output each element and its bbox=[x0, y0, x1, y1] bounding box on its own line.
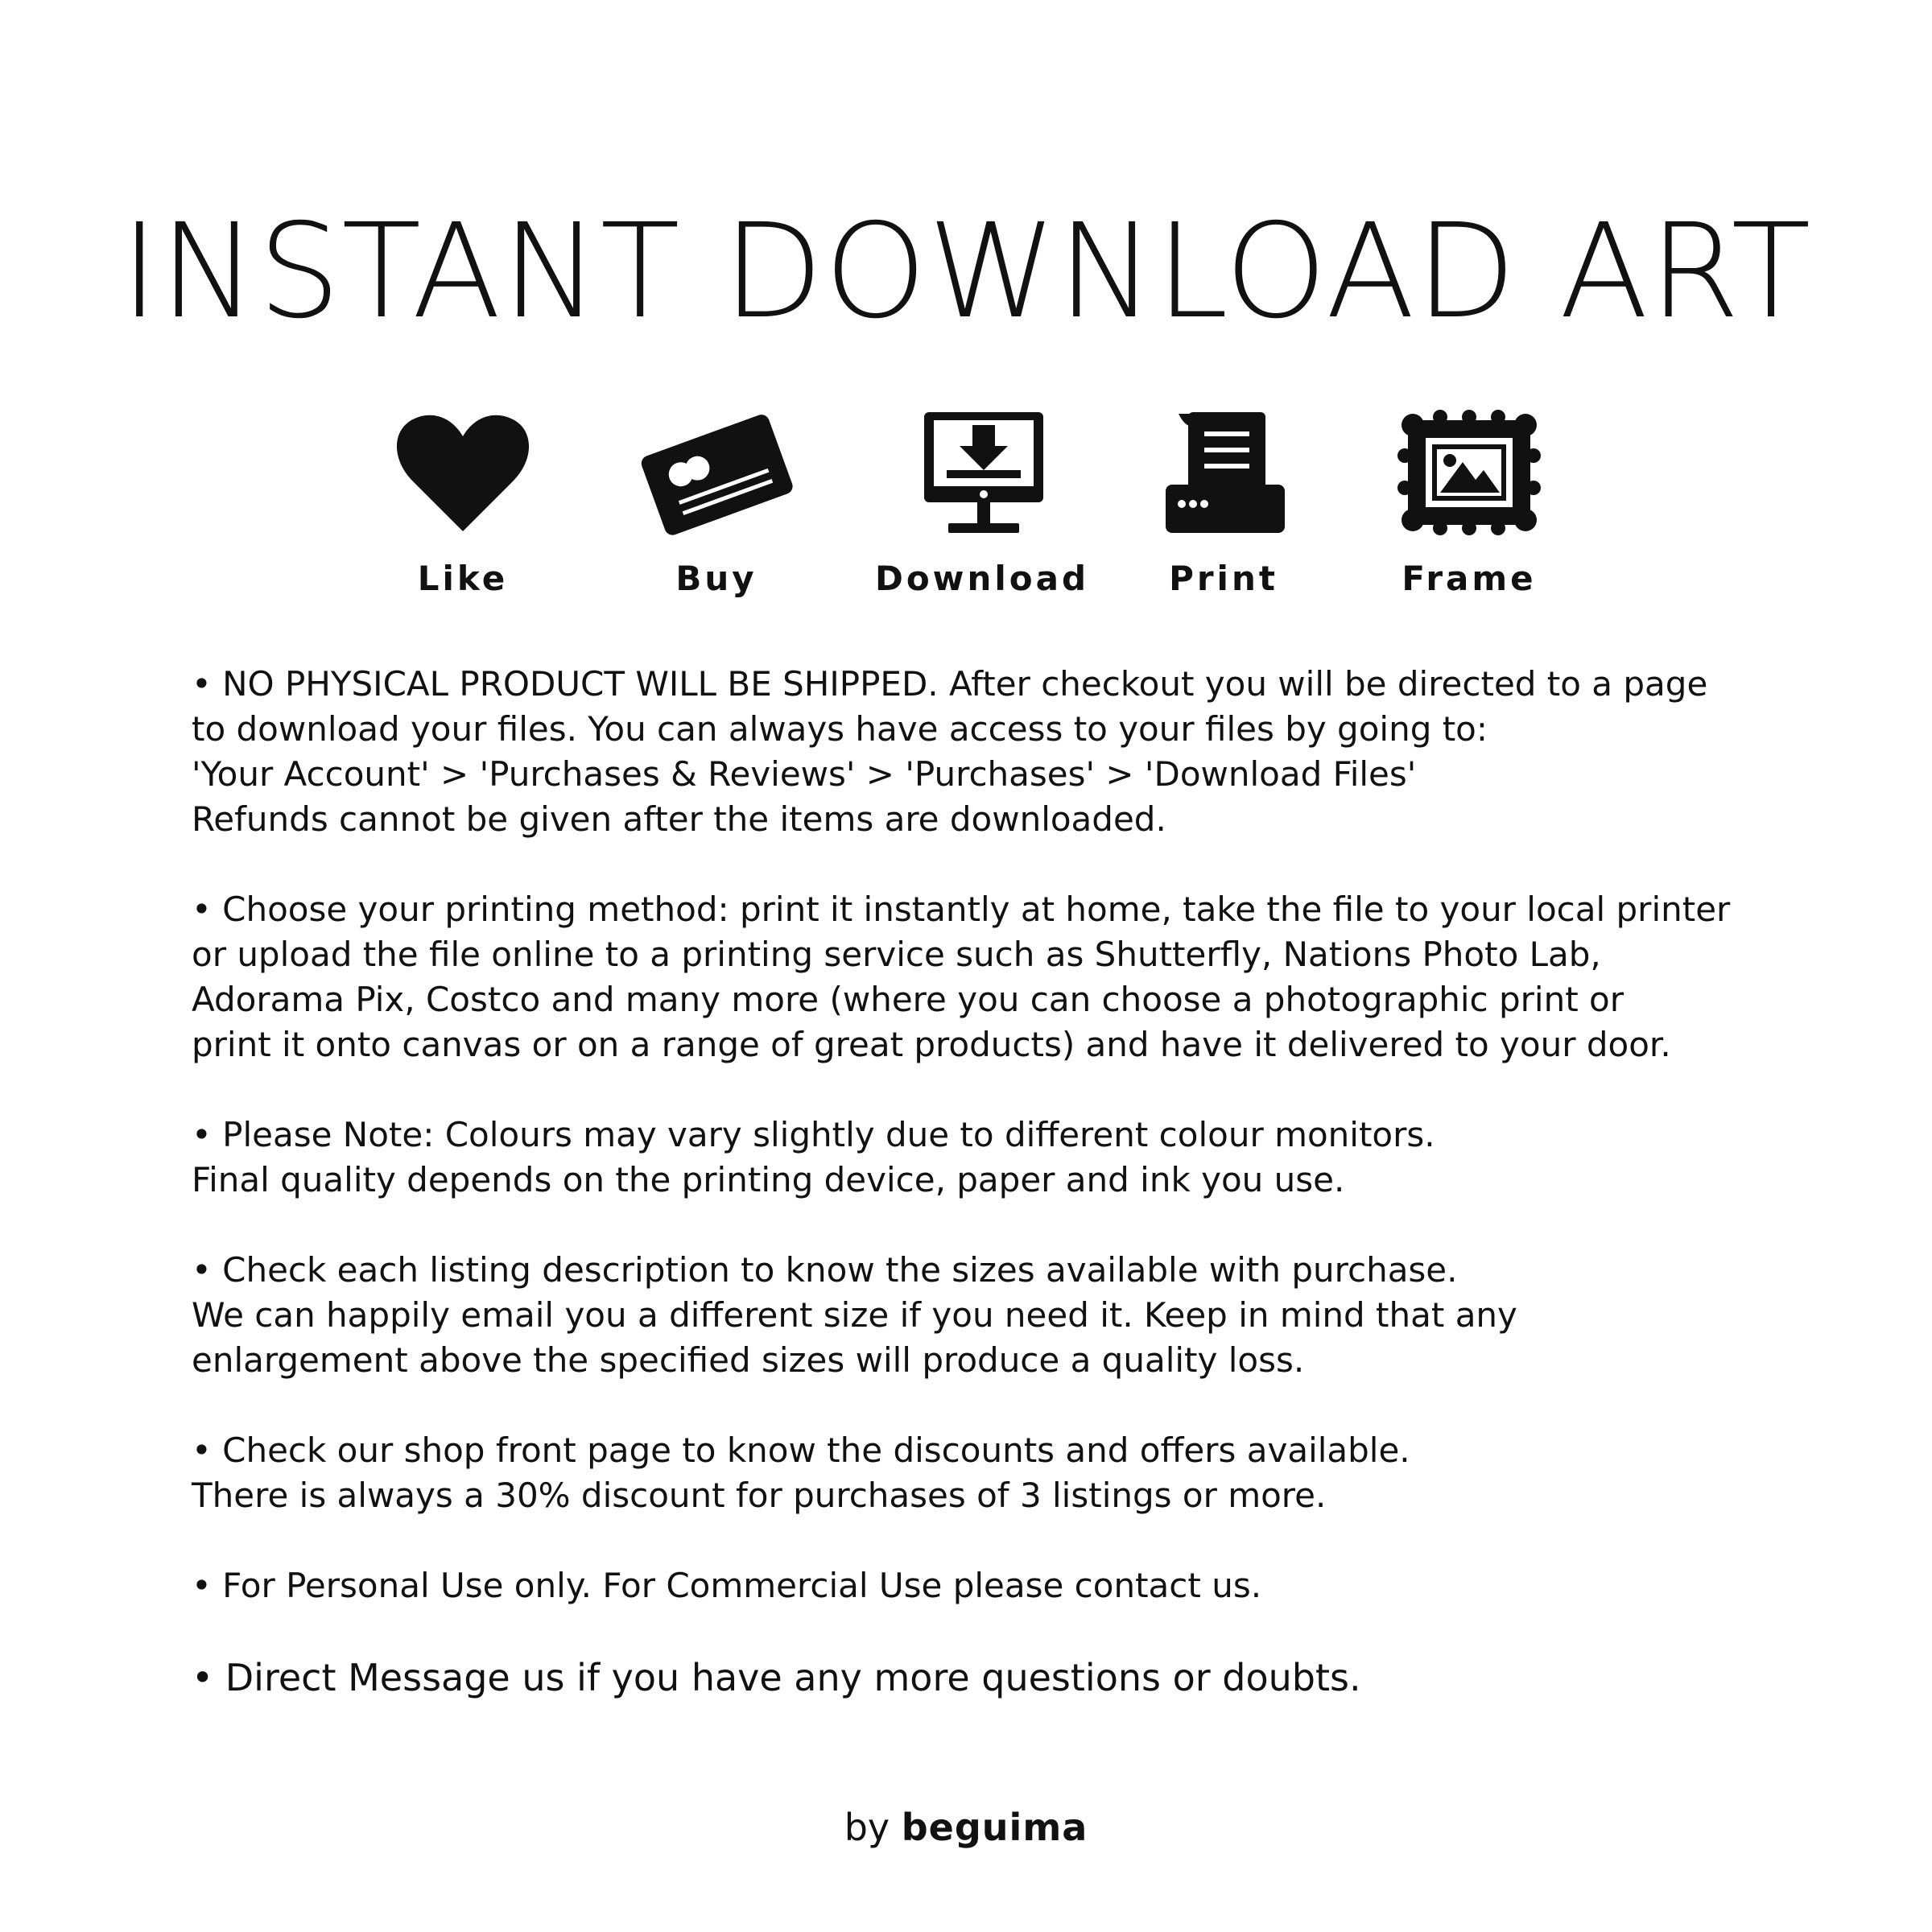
brand-name: beguima bbox=[901, 1806, 1088, 1849]
text-line: enlargement above the specified sizes will produce a quality loss. bbox=[192, 1340, 1305, 1380]
text-line: • Please Note: Colours may vary slightly due to different colour monitors. bbox=[192, 1115, 1435, 1154]
paragraph-colour-note bbox=[192, 1113, 1785, 1203]
paragraph-sizes bbox=[192, 1248, 1785, 1383]
footer-prefix: by bbox=[844, 1806, 890, 1849]
step-label-buy: Buy bbox=[675, 559, 758, 598]
step-label-like: Like bbox=[417, 559, 509, 598]
info-text bbox=[192, 662, 1785, 1747]
text-line: 'Your Account' > 'Purchases & Reviews' > 'Purchases' > 'Download Files' bbox=[192, 754, 1417, 794]
text-line: Refunds cannot be given after the items are downloaded. bbox=[192, 799, 1166, 839]
text-line: Final quality depends on the printing device, paper and ink you use. bbox=[192, 1160, 1345, 1199]
text-line: print it onto canvas or on a range of great products) and have it delivered to your door. bbox=[192, 1025, 1671, 1064]
text-line: • Check our shop front page to know the discounts and offers available. bbox=[192, 1430, 1410, 1470]
step-download bbox=[861, 402, 1103, 599]
credit-card-icon bbox=[636, 402, 797, 539]
picture-frame-icon bbox=[1389, 402, 1550, 539]
step-like bbox=[342, 402, 584, 599]
monitor-download-icon bbox=[902, 402, 1063, 539]
step-print bbox=[1103, 402, 1344, 599]
printer-icon bbox=[1143, 402, 1304, 539]
text-line: • Check each listing description to know the sizes available with purchase. bbox=[192, 1250, 1458, 1290]
text-line: • For Personal Use only. For Commercial Use please contact us. bbox=[192, 1566, 1262, 1605]
text-line: or upload the file online to a printing service such as Shutterfly, Nations Photo Lab, bbox=[192, 935, 1601, 974]
step-label-download: Download bbox=[874, 559, 1090, 598]
footer-credit bbox=[0, 1803, 1932, 1852]
text-line: There is always a 30% discount for purchases of 3 listings or more. bbox=[192, 1476, 1327, 1515]
paragraph-no-physical-product bbox=[192, 662, 1785, 842]
step-frame bbox=[1348, 402, 1590, 599]
step-label-frame: Frame bbox=[1402, 559, 1537, 598]
paragraph-discounts bbox=[192, 1428, 1785, 1518]
text-line: We can happily email you a different size if you need it. Keep in mind that any bbox=[192, 1295, 1517, 1335]
text-line: to download your files. You can always have access to your files by going to: bbox=[192, 709, 1488, 749]
paragraph-printing-method bbox=[192, 887, 1785, 1067]
text-line: • Choose your printing method: print it instantly at home, take the file to your local printer bbox=[192, 890, 1731, 929]
page-title: INSTANT DOWNLOAD ART bbox=[120, 196, 1812, 348]
paragraph-direct-message bbox=[192, 1653, 1785, 1702]
heart-icon bbox=[382, 402, 543, 539]
step-label-print: Print bbox=[1169, 559, 1278, 598]
text-line: • NO PHYSICAL PRODUCT WILL BE SHIPPED. After checkout you will be directed to a page bbox=[192, 664, 1708, 704]
paragraph-personal-use bbox=[192, 1563, 1785, 1608]
text-line: Adorama Pix, Costco and many more (where you can choose a photographic print or bbox=[192, 980, 1624, 1019]
step-buy bbox=[596, 402, 837, 599]
text-line: • Direct Message us if you have any more questions or doubts. bbox=[192, 1656, 1361, 1699]
steps-row bbox=[0, 402, 1932, 612]
